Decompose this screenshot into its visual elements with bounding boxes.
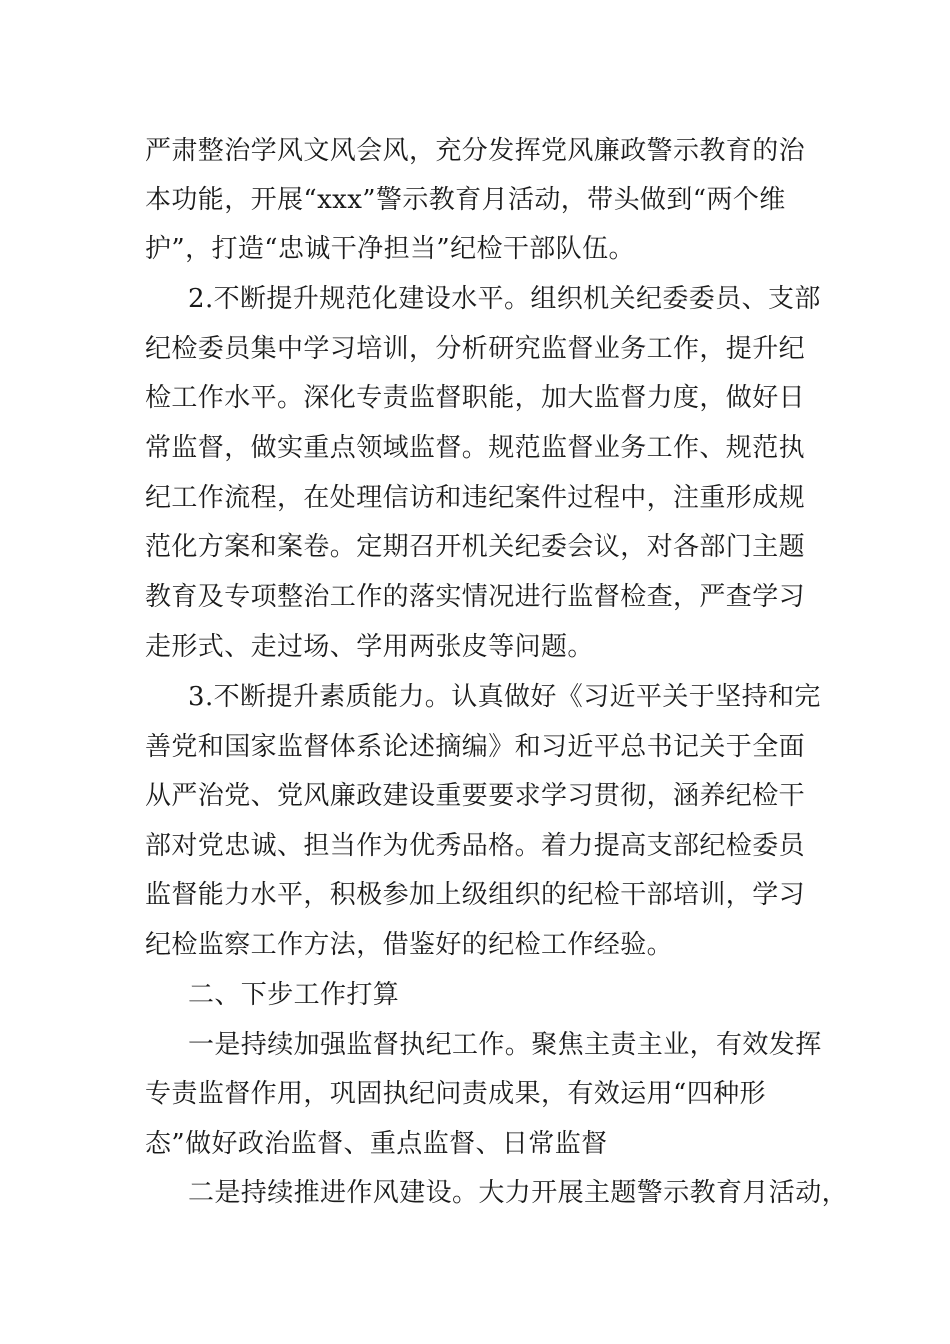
- text-line: 善党和国家监督体系论述摘编》和习近平总书记关于全面: [145, 732, 806, 762]
- text-line: 一是持续加强监督执纪工作。聚焦主责主业，有效发挥: [188, 1030, 822, 1060]
- paragraph-heading-3: 3.不断提升素质能力。认真做好《习近平关于坚持和完: [188, 682, 821, 712]
- text-line: 部对党忠诚、担当作为优秀品格。着力提高支部纪检委员: [145, 831, 806, 861]
- section-heading: 二、下步工作打算: [188, 980, 400, 1010]
- text-line: 纪工作流程，在处理信访和违纪案件过程中，注重形成规: [145, 483, 806, 513]
- text-line: 护”，打造“忠诚干净担当”纪检干部队伍。: [145, 234, 635, 264]
- text-line: 从严治党、党风廉政建设重要要求学习贯彻，涵养纪检干: [145, 781, 806, 811]
- text-line: 常监督，做实重点领域监督。规范监督业务工作、规范执: [145, 433, 806, 463]
- text-line: 本功能，开展“xxx”警示教育月活动，带头做到“两个维: [145, 185, 786, 215]
- text-line: 监督能力水平，积极参加上级组织的纪检干部培训，学习: [145, 880, 806, 910]
- text-line: 教育及专项整治工作的落实情况进行监督检查，严查学习: [145, 582, 806, 612]
- text-line: 严肃整治学风文风会风，充分发挥党风廉政警示教育的治: [145, 136, 806, 166]
- text-line: 检工作水平。深化专责监督职能，加大监督力度，做好日: [145, 383, 806, 413]
- text-line: 纪检委员集中学习培训，分析研究监督业务工作，提升纪: [145, 334, 806, 364]
- paragraph-heading-2: 2.不断提升规范化建设水平。组织机关纪委委员、支部: [188, 284, 821, 314]
- text-line: 态”做好政治监督、重点监督、日常监督: [145, 1129, 608, 1159]
- text-line: 二是持续推进作风建设。大力开展主题警示教育月活动，: [188, 1178, 849, 1208]
- text-line: 范化方案和案卷。定期召开机关纪委会议，对各部门主题: [145, 532, 806, 562]
- text-line: 纪检监察工作方法，借鉴好的纪检工作经验。: [145, 930, 674, 960]
- text-line: 专责监督作用，巩固执纪问责成果，有效运用“四种形: [145, 1079, 766, 1109]
- text-line: 走形式、走过场、学用两张皮等问题。: [145, 632, 594, 662]
